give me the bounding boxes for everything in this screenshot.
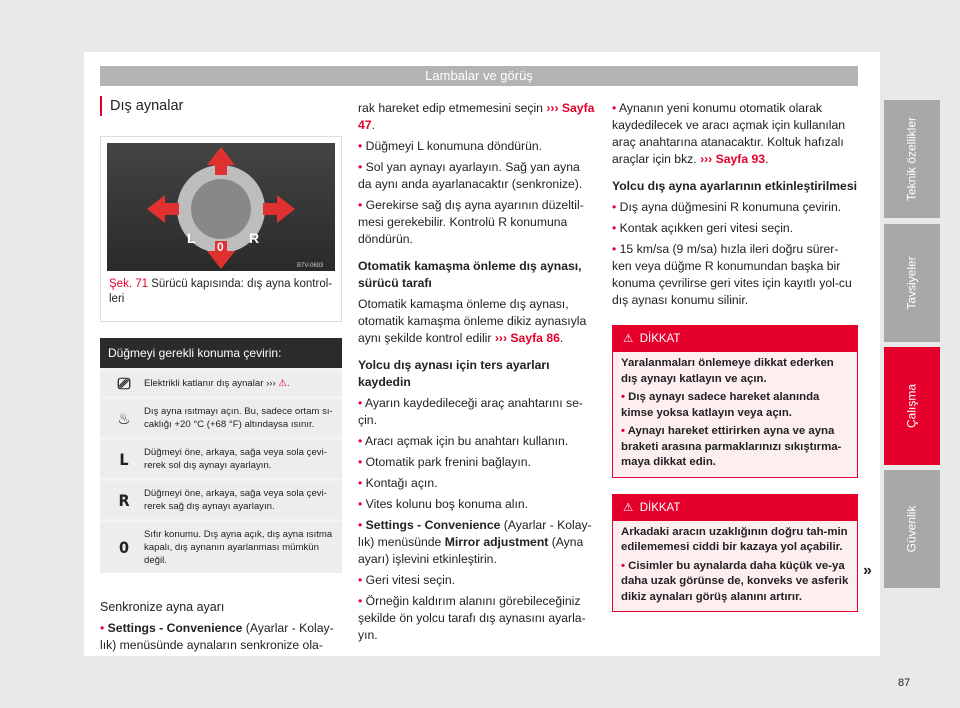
warning-header bbox=[613, 495, 857, 521]
menu-path: Settings - Convenience bbox=[365, 518, 501, 532]
table-row bbox=[100, 481, 342, 519]
text: Otomatik kamaşma önleme dış aynası, otomatik kamaşma önleme dikiz aynasıyla aynı şekilde kontrol edilir bbox=[358, 297, 587, 345]
tab-tavsiyeler[interactable] bbox=[884, 224, 940, 342]
bullet: • Geri vitesi seçin. bbox=[358, 572, 596, 589]
tab-label: Çalışma bbox=[904, 383, 919, 429]
figure bbox=[100, 136, 342, 322]
label-0: 0 bbox=[217, 240, 224, 254]
bullet: • Sol yan aynayı ayarlayın. Sağ yan ayna da aynı anda ayarlanacaktır (senkronize). bbox=[358, 159, 596, 193]
bullet: • Otomatik park frenini bağlayın. bbox=[358, 454, 596, 471]
warning-header bbox=[613, 326, 857, 352]
bullet: • Örneğin kaldırım alanını görebileceğiniz şekilde ön yolcu tarafı dış aynasını ayarla-yın. bbox=[358, 593, 596, 644]
mirror-control-image bbox=[107, 143, 335, 271]
warning-bullet: • Aynayı hareket ettirirken ayna ve ayna braketi arasına parmaklarınızı sıkıştırma-maya dikkat edin. bbox=[621, 424, 849, 471]
bullet: • Dış ayna düğmesini R konumuna çevirin. bbox=[612, 199, 858, 216]
bullet: • Aracı açmak için bu anahtarı kullanın. bbox=[358, 433, 596, 450]
bullet: • Kontağı açın. bbox=[358, 475, 596, 492]
position-r-icon: R bbox=[118, 490, 130, 510]
label-r: R bbox=[249, 230, 260, 246]
mirror-heating-icon: ♨ bbox=[117, 408, 131, 428]
figure-code: B7V-0693 bbox=[297, 263, 324, 269]
sync-heading: Senkronize ayna ayarı bbox=[100, 600, 225, 614]
bullet bbox=[358, 517, 596, 568]
menu-path: Settings - Convenience bbox=[107, 621, 243, 635]
warning-title: DİKKAT bbox=[639, 333, 681, 345]
subheading: Yolcu dış ayna ayarlarının etkinleştirilmesi bbox=[612, 179, 857, 193]
row-text: Elektrikli katlanır dış aynalar ››› bbox=[144, 378, 276, 389]
tab-label: Tavsiyeler bbox=[904, 256, 919, 310]
tab-teknik-ozellikler[interactable] bbox=[884, 100, 940, 218]
position-0-icon: 0 bbox=[118, 538, 129, 557]
subheading: Yolcu dış aynası için ters ayarları kaydedin bbox=[358, 358, 550, 389]
table-row bbox=[100, 522, 342, 573]
section-header: Lambalar ve görüş bbox=[100, 66, 858, 86]
warning-title: DİKKAT bbox=[639, 501, 681, 514]
column-3 bbox=[612, 100, 858, 612]
page-title: Dış aynalar bbox=[100, 96, 342, 116]
bullet: • Aynanın yeni konumu otomatik olarak kaydedilecek ve aracı açmak için kullanılan araç anahtarına atanacaktır. Koltuk hafızalı araçlar için bkz. ››› Sayfa 93. bbox=[612, 100, 858, 168]
column-1 bbox=[100, 92, 342, 654]
label-l: L bbox=[187, 230, 196, 246]
warning-text: Yaralanmaları önlemeye dikkat ederken dış aynayı katlayın ve açın. bbox=[621, 357, 834, 385]
table-header: Düğmeyi gerekli konuma çevirin: bbox=[100, 338, 342, 368]
text: Aynanın yeni konumu otomatik olarak kaydedilecek ve aracı açmak için kullanılan araç anahtarına atanacaktır. Koltuk hafızalı araçlar için bkz. bbox=[612, 101, 846, 166]
page-number: 87 bbox=[898, 677, 911, 689]
tab-calisma[interactable] bbox=[884, 347, 940, 465]
tab-label: Teknik özellikler bbox=[904, 116, 919, 202]
text: rak hareket edip etmemesini seçin bbox=[358, 101, 543, 115]
caption-number: Şek. 71 bbox=[109, 278, 148, 290]
warning-icon: ⚠ bbox=[623, 501, 634, 514]
row-text: Dış ayna ısıtmayı açın. Bu, sadece ortam sı-caklığı +20 °C (+68 °F) altındaysa ısınır. bbox=[144, 406, 333, 430]
bullet: • Vites kolunu boş konuma alın. bbox=[358, 496, 596, 513]
bullet: • 15 km/sa (9 m/sa) hızla ileri doğru sürer-ken veya düğme R konumundan başka bir konuma çevrilirse geri vites için kayıtlı yol-cu dış aynası konumu silinir. bbox=[612, 241, 858, 309]
table-row bbox=[100, 399, 342, 437]
warning-bullet: • Cisimler bu aynalarda daha küçük ve-ya daha uzak görünse de, konveks ve asferik dikiz aynaları görüş alanını artırır. bbox=[621, 559, 849, 606]
bullet: • Gerekirse sağ dış ayna ayarının düzeltil-mesi gerekebilir. Kontrolü R konumuna döndürün. bbox=[358, 197, 596, 248]
fold-mirror-icon: ⎚ bbox=[117, 374, 131, 393]
page-link[interactable]: ››› Sayfa 47 bbox=[358, 101, 595, 132]
row-text: Düğmeyi öne, arkaya, sağa veya sola çevi-rerek sağ dış aynayı ayarlayın. bbox=[144, 488, 327, 512]
page-link[interactable]: ››› Sayfa 93 bbox=[700, 152, 766, 166]
column-2: rak hareket edip etmemesini seçin ››› Sayfa 47. • Düğmeyi L konumuna döndürün. • Sol yan aynayı ayarlayın. Sağ yan ayna da aynı anda ayarlanacaktır (senkronize). • Gerekirse sağ dış ayna ayarının düzeltil-mesi gerekebilir. Kontrolü R konumuna döndürün. Otomatik kamaşma önleme dış aynası, sürücü tarafı Otomatik kamaşma önleme dış aynası, otomatik kamaşma önleme dikiz aynasıyla aynı şekilde kontrol edilir ››› Sayfa 86. Yolcu dış aynası için ters ayarları kaydedin • Ayarın kaydedileceği araç anahtarını se-çin. • Aracı açmak için bu anahtarı kullanın. • Otomatik park frenini bağlayın. • Kontağı açın. • Vites kolunu boş konuma alın. • Settings - Convenience (Ayarlar - Kolay-lık) menüsünde Mirror adjustment (Ayna ayarı) işlevini etkinleştirin. • Geri vitesi seçin. • Örneğin kaldırım alanını görebileceğiniz şekilde ön yolcu tarafı dış aynasını ayarla-yın. bbox=[358, 100, 596, 644]
warning-icon: ⚠. bbox=[278, 378, 290, 389]
table-row bbox=[100, 371, 342, 396]
figure-caption bbox=[107, 271, 335, 313]
warning-box bbox=[612, 325, 858, 478]
bullet: • Ayarın kaydedileceği araç anahtarını se-çin. bbox=[358, 395, 596, 429]
text: (Ayna ayarı) işlevini etkinleştirin. bbox=[358, 535, 584, 566]
warning-box bbox=[612, 494, 858, 613]
text: (Ayarlar - Kolay-lık) menüsünde bbox=[358, 518, 592, 549]
tab-guvenlik[interactable] bbox=[884, 470, 940, 588]
warning-text: Arkadaki aracın uzaklığının doğru tah-min edilememesi ciddi bir kazaya yol açabilir. bbox=[621, 525, 848, 553]
caption-text: Sürücü kapısında: dış ayna kontrol-leri bbox=[109, 278, 333, 305]
table-row bbox=[100, 440, 342, 478]
sync-text bbox=[100, 620, 342, 654]
row-text: Düğmeyi öne, arkaya, sağa veya sola çevi-rerek sol dış aynayı ayarlayın. bbox=[144, 447, 327, 471]
row-text: Sıfır konumu. Dış ayna açık, dış ayna ısıtma kapalı, dış aynanın ayarlanması mümkün değil. bbox=[144, 529, 333, 566]
text: (Ayarlar - Kolay-lık) menüsünde aynaların senkronize ola- bbox=[100, 621, 334, 652]
bullet: • Düğmeyi L konumuna döndürün. bbox=[358, 138, 596, 155]
tab-label: Güvenlik bbox=[904, 505, 919, 553]
warning-bullet: • Dış aynayı sadece hareket alanında kimse yoksa katlayın veya açın. bbox=[621, 390, 849, 421]
continued-icon: » bbox=[863, 562, 872, 579]
bullet: • Kontak açıkken geri vitesi seçin. bbox=[612, 220, 858, 237]
page-link[interactable]: ››› Sayfa 86 bbox=[494, 331, 560, 345]
function-name: Mirror adjustment bbox=[444, 535, 549, 549]
positions-table bbox=[100, 338, 342, 573]
position-l-icon: L bbox=[119, 449, 129, 469]
warning-icon: ⚠ bbox=[623, 333, 634, 345]
subheading: Otomatik kamaşma önleme dış aynası, sürücü tarafı bbox=[358, 259, 582, 290]
